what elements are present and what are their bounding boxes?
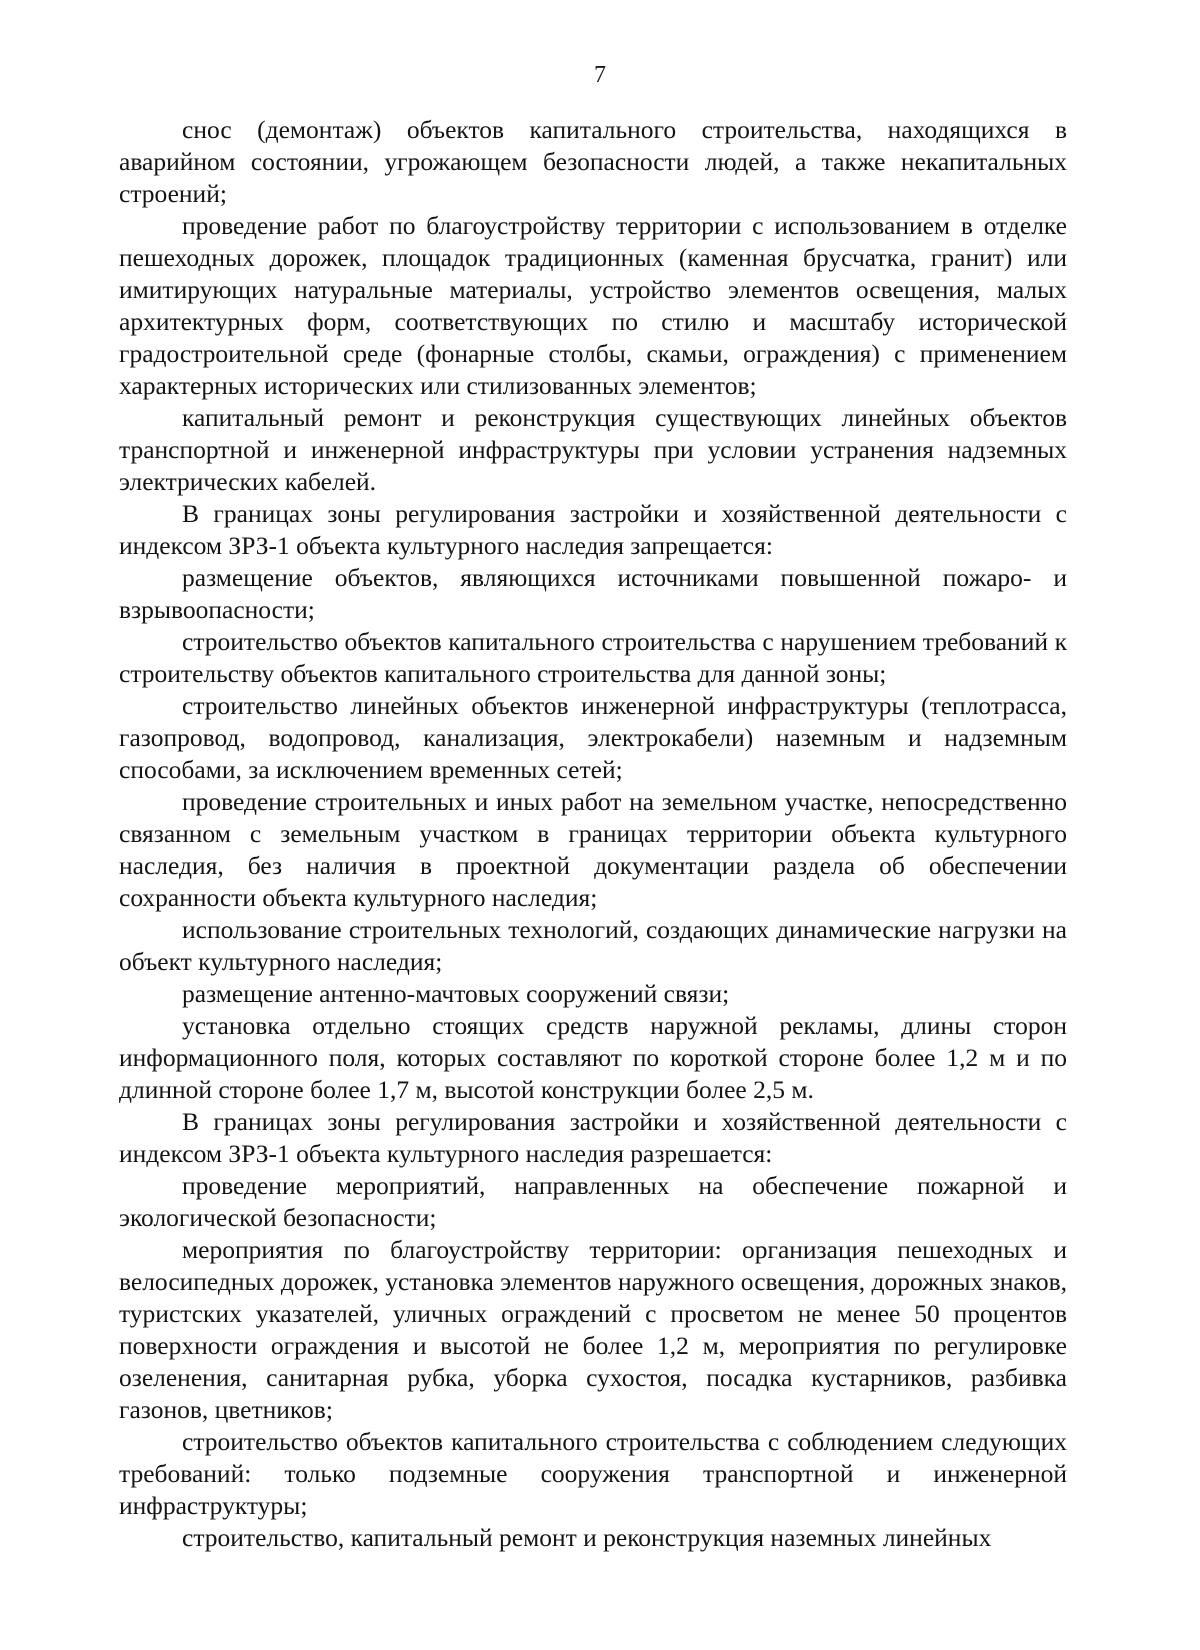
paragraph: снос (демонтаж) объектов капитального строительства, находящихся в аварийном состоянии, угрожающем безопасности людей, а также некапитальных строений; xyxy=(119,115,1067,208)
document-body xyxy=(119,114,1067,1554)
paragraph: размещение объектов, являющихся источниками повышенной пожаро- и взрывоопасности; xyxy=(119,563,1067,624)
paragraph: проведение мероприятий, направленных на обеспечение пожарной и экологической безопасности; xyxy=(119,1171,1067,1232)
paragraph: строительство объектов капитального строительства с соблюдением следующих требований: только подземные сооружения транспортной и инженерной инфраструктуры; xyxy=(119,1427,1067,1520)
page-number: 7 xyxy=(594,62,606,88)
paragraph: строительство объектов капитального строительства с нарушением требований к строительству объектов капитального строительства для данной зоны; xyxy=(119,627,1067,688)
paragraph: проведение работ по благоустройству территории с использованием в отделке пешеходных дорожек, площадок традиционных (каменная брусчатка, гранит) или имитирующих натуральные материалы, устройство элементов освещения, малых архитектурных форм, соответствующих по стилю и масштабу исторической градостроительной среде (фонарные столбы, скамьи, ограждения) с применением характерных исторических или стилизованных элементов; xyxy=(119,211,1067,400)
paragraph: В границах зоны регулирования застройки и хозяйственной деятельности с индексом ЗРЗ-1 объекта культурного наследия разрешается: xyxy=(119,1107,1067,1168)
paragraph: строительство, капитальный ремонт и реконструкция наземных линейных xyxy=(182,1523,992,1552)
paragraph: установка отдельно стоящих средств наружной рекламы, длины сторон информационного поля, которых составляют по короткой стороне более 1,2 м и по длинной стороне более 1,7 м, высотой конструкции более 2,5 м. xyxy=(119,1011,1067,1104)
paragraph: мероприятия по благоустройству территории: организация пешеходных и велосипедных дорожек, установка элементов наружного освещения, дорожных знаков, туристских указателей, уличных ограждений с просветом не менее 50 процентов поверхности ограждения и высотой не более 1,2 м, мероприятия по регулировке озеленения, санитарная рубка, уборка сухостоя, посадка кустарников, разбивка газонов, цветников; xyxy=(119,1235,1067,1424)
paragraph: проведение строительных и иных работ на земельном участке, непосредственно связанном с земельным участком в границах территории объекта культурного наследия, без наличия в проектной документации раздела об обеспечении сохранности объекта культурного наследия; xyxy=(119,787,1067,912)
paragraph: использование строительных технологий, создающих динамические нагрузки на объект культурного наследия; xyxy=(119,915,1067,976)
paragraph: капитальный ремонт и реконструкция существующих линейных объектов транспортной и инженерной инфраструктуры при условии устранения надземных электрических кабелей. xyxy=(119,403,1067,496)
paragraph: размещение антенно-мачтовых сооружений связи; xyxy=(182,979,730,1008)
paragraph: строительство линейных объектов инженерной инфраструктуры (теплотрасса, газопровод, водопровод, канализация, электрокабели) наземным и надземным способами, за исключением временных сетей; xyxy=(119,691,1067,784)
paragraph: В границах зоны регулирования застройки и хозяйственной деятельности с индексом ЗРЗ-1 объекта культурного наследия запрещается: xyxy=(119,499,1067,560)
